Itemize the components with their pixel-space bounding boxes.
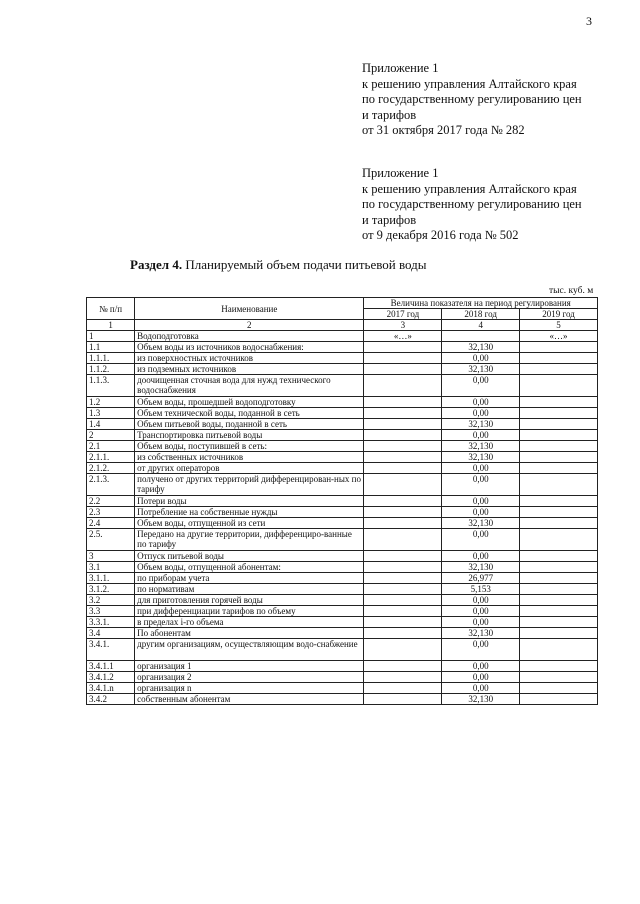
row-name: из подземных источников	[135, 364, 364, 375]
value-2019	[520, 474, 598, 496]
row-number: 2.1	[87, 441, 135, 452]
value-2017	[364, 419, 442, 430]
value-2018: 32,130	[442, 342, 520, 353]
value-2019	[520, 562, 598, 573]
row-name: от других операторов	[135, 463, 364, 474]
table-row	[87, 342, 598, 353]
row-number: 3.2	[87, 595, 135, 606]
value-2019	[520, 683, 598, 694]
value-2018: 0,00	[442, 496, 520, 507]
table-row	[87, 672, 598, 683]
value-2017	[364, 529, 442, 551]
row-number: 3.4.1.	[87, 639, 135, 661]
water-supply-table	[86, 297, 598, 705]
value-2018: 32,130	[442, 694, 520, 705]
value-2018: 0,00	[442, 672, 520, 683]
header-name: Наименование	[135, 298, 364, 320]
value-2018: 32,130	[442, 364, 520, 375]
value-2017	[364, 573, 442, 584]
header-period: Величина показателя на период регулирования	[364, 298, 598, 309]
value-2018: 5,153	[442, 584, 520, 595]
value-2017	[364, 474, 442, 496]
column-number: 4	[442, 320, 520, 331]
row-number: 1.1.1.	[87, 353, 135, 364]
row-number: 3.1.2.	[87, 584, 135, 595]
table-row	[87, 397, 598, 408]
value-2017	[364, 364, 442, 375]
row-name: Объем воды, поступившей в сеть:	[135, 441, 364, 452]
appendix-line: к решению управления Алтайского края	[362, 76, 577, 91]
table-row	[87, 584, 598, 595]
table-row	[87, 474, 598, 496]
value-2017	[364, 518, 442, 529]
value-2017	[364, 595, 442, 606]
column-number: 3	[364, 320, 442, 331]
appendix-line: от 9 декабря 2016 года № 502	[362, 228, 519, 242]
row-number: 1.1.3.	[87, 375, 135, 397]
value-2019	[520, 595, 598, 606]
value-2019: «…»	[520, 331, 598, 342]
value-2018: 26,977	[442, 573, 520, 584]
value-2019	[520, 573, 598, 584]
table-row	[87, 518, 598, 529]
column-number: 5	[520, 320, 598, 331]
value-2018: 0,00	[442, 507, 520, 518]
value-2017	[364, 694, 442, 705]
value-2017	[364, 342, 442, 353]
row-number: 3.4.2	[87, 694, 135, 705]
table-row	[87, 628, 598, 639]
value-2017	[364, 507, 442, 518]
units-label: тыс. куб. м	[549, 286, 594, 296]
value-2018: 32,130	[442, 518, 520, 529]
table-row	[87, 661, 598, 672]
table-row	[87, 496, 598, 507]
row-number: 1	[87, 331, 135, 342]
row-number: 3.4.1.n	[87, 683, 135, 694]
value-2017	[364, 397, 442, 408]
value-2017	[364, 551, 442, 562]
appendix-line: к решению управления Алтайского края	[362, 181, 577, 196]
row-name: по приборам учета	[135, 573, 364, 584]
row-name: По абонентам	[135, 628, 364, 639]
row-number: 1.1.2.	[87, 364, 135, 375]
value-2018: 32,130	[442, 441, 520, 452]
value-2018: 0,00	[442, 683, 520, 694]
value-2019	[520, 463, 598, 474]
value-2017	[364, 430, 442, 441]
header-year: 2017 год	[364, 309, 442, 320]
header-year: 2019 год	[520, 309, 598, 320]
page-number: 3	[586, 14, 592, 28]
value-2017	[364, 375, 442, 397]
row-number: 2.1.2.	[87, 463, 135, 474]
row-name: для приготовления горячей воды	[135, 595, 364, 606]
row-number: 2.4	[87, 518, 135, 529]
value-2019	[520, 584, 598, 595]
row-name: Транспортировка питьевой воды	[135, 430, 364, 441]
value-2018	[442, 331, 520, 342]
value-2017	[364, 463, 442, 474]
table-row	[87, 331, 598, 342]
value-2019	[520, 551, 598, 562]
value-2019	[520, 452, 598, 463]
value-2018: 0,00	[442, 353, 520, 364]
value-2018: 0,00	[442, 463, 520, 474]
row-number: 3.4.1.1	[87, 661, 135, 672]
value-2019	[520, 419, 598, 430]
row-name: другим организациям, осуществляющим водо-снабжение	[135, 639, 364, 661]
row-number: 3.1.1.	[87, 573, 135, 584]
row-number: 3.4	[87, 628, 135, 639]
value-2019	[520, 518, 598, 529]
row-name: Объем воды, прошедшей водоподготовку	[135, 397, 364, 408]
table-row	[87, 364, 598, 375]
header-number: № п/п	[87, 298, 135, 320]
value-2018: 0,00	[442, 375, 520, 397]
row-name: получено от других территорий дифференцирован-ных по тарифу	[135, 474, 364, 496]
appendix-line: Приложение 1	[362, 61, 439, 75]
section-title	[130, 257, 427, 273]
value-2017	[364, 441, 442, 452]
table-row	[87, 430, 598, 441]
value-2019	[520, 496, 598, 507]
table-body	[87, 331, 598, 705]
table-row	[87, 463, 598, 474]
value-2017	[364, 562, 442, 573]
row-name: по нормативам	[135, 584, 364, 595]
value-2019	[520, 353, 598, 364]
table-row	[87, 606, 598, 617]
value-2018: 0,00	[442, 617, 520, 628]
row-name: при дифференциации тарифов по объему	[135, 606, 364, 617]
value-2019	[520, 375, 598, 397]
row-name: организация 1	[135, 661, 364, 672]
table-row	[87, 617, 598, 628]
value-2017	[364, 617, 442, 628]
value-2018: 0,00	[442, 430, 520, 441]
appendix-line: и тарифов	[362, 107, 417, 122]
value-2019	[520, 628, 598, 639]
value-2018: 0,00	[442, 408, 520, 419]
row-number: 2.1.3.	[87, 474, 135, 496]
row-name: доочищенная сточная вода для нужд технического водоснабжения	[135, 375, 364, 397]
table-row	[87, 375, 598, 397]
table-row	[87, 595, 598, 606]
value-2018: 0,00	[442, 551, 520, 562]
row-name: Объем воды, отпущенной из сети	[135, 518, 364, 529]
header-year: 2018 год	[442, 309, 520, 320]
row-name: Объем воды, отпущенной абонентам:	[135, 562, 364, 573]
value-2019	[520, 639, 598, 661]
value-2017	[364, 452, 442, 463]
row-name: Передано на другие территории, дифференциро-ванные по тарифу	[135, 529, 364, 551]
value-2018: 0,00	[442, 661, 520, 672]
value-2017	[364, 606, 442, 617]
row-number: 1.4	[87, 419, 135, 430]
row-number: 3.1	[87, 562, 135, 573]
value-2019	[520, 342, 598, 353]
row-name: собственным абонентам	[135, 694, 364, 705]
table-row	[87, 551, 598, 562]
value-2018: 32,130	[442, 562, 520, 573]
table-row	[87, 529, 598, 551]
table-row	[87, 562, 598, 573]
value-2017	[364, 672, 442, 683]
value-2018: 0,00	[442, 529, 520, 551]
value-2019	[520, 408, 598, 419]
row-number: 1.3	[87, 408, 135, 419]
row-number: 1.2	[87, 397, 135, 408]
appendix-line: по государственному регулированию цен	[362, 92, 582, 106]
row-number: 2.1.1.	[87, 452, 135, 463]
value-2019	[520, 364, 598, 375]
row-name: Водоподготовка	[135, 331, 364, 342]
row-name: из поверхностных источников	[135, 353, 364, 364]
value-2018: 0,00	[442, 639, 520, 661]
row-number: 1.1	[87, 342, 135, 353]
row-name: организация n	[135, 683, 364, 694]
appendix-line: Приложение 1	[362, 166, 439, 180]
row-number: 3.3	[87, 606, 135, 617]
table-row	[87, 441, 598, 452]
row-name: Объем питьевой воды, поданной в сеть	[135, 419, 364, 430]
value-2019	[520, 529, 598, 551]
value-2017	[364, 661, 442, 672]
table-row	[87, 573, 598, 584]
row-number: 2	[87, 430, 135, 441]
row-number: 3.4.1.2	[87, 672, 135, 683]
table-row	[87, 408, 598, 419]
table-row	[87, 353, 598, 364]
value-2018: 32,130	[442, 452, 520, 463]
value-2018: 0,00	[442, 474, 520, 496]
section-label: Раздел 4.	[130, 257, 183, 272]
row-number: 2.3	[87, 507, 135, 518]
value-2019	[520, 397, 598, 408]
value-2017	[364, 496, 442, 507]
value-2017	[364, 353, 442, 364]
value-2018: 0,00	[442, 595, 520, 606]
value-2019	[520, 617, 598, 628]
row-name: Потери воды	[135, 496, 364, 507]
row-number: 3	[87, 551, 135, 562]
value-2018: 0,00	[442, 606, 520, 617]
value-2019	[520, 694, 598, 705]
value-2019	[520, 606, 598, 617]
value-2018: 32,130	[442, 628, 520, 639]
table-row	[87, 639, 598, 661]
value-2019	[520, 661, 598, 672]
value-2017	[364, 408, 442, 419]
row-name: Объем воды из источников водоснабжения:	[135, 342, 364, 353]
table-row	[87, 419, 598, 430]
section-title-text: Планируемый объем подачи питьевой воды	[185, 257, 427, 272]
appendix-note-previous	[362, 166, 582, 244]
appendix-line: по государственному регулированию цен	[362, 197, 582, 211]
value-2017: «…»	[364, 331, 442, 342]
row-number: 2.2	[87, 496, 135, 507]
row-name: Потребление на собственные нужды	[135, 507, 364, 518]
appendix-note-current	[362, 61, 582, 139]
value-2018: 32,130	[442, 419, 520, 430]
table-row	[87, 452, 598, 463]
row-number: 3.3.1.	[87, 617, 135, 628]
table-row	[87, 694, 598, 705]
row-number: 2.5.	[87, 529, 135, 551]
row-name: Отпуск питьевой воды	[135, 551, 364, 562]
value-2019	[520, 672, 598, 683]
value-2017	[364, 683, 442, 694]
row-name: в пределах i-го объема	[135, 617, 364, 628]
row-name: Объем технической воды, поданной в сеть	[135, 408, 364, 419]
appendix-line: от 31 октября 2017 года № 282	[362, 123, 525, 137]
value-2019	[520, 507, 598, 518]
row-name: организация 2	[135, 672, 364, 683]
row-name: из собственных источников	[135, 452, 364, 463]
table-row	[87, 683, 598, 694]
value-2018: 0,00	[442, 397, 520, 408]
column-number: 1	[87, 320, 135, 331]
column-number: 2	[135, 320, 364, 331]
value-2017	[364, 628, 442, 639]
value-2019	[520, 441, 598, 452]
value-2017	[364, 584, 442, 595]
appendix-line: и тарифов	[362, 212, 417, 227]
value-2017	[364, 639, 442, 661]
table-row	[87, 507, 598, 518]
value-2019	[520, 430, 598, 441]
